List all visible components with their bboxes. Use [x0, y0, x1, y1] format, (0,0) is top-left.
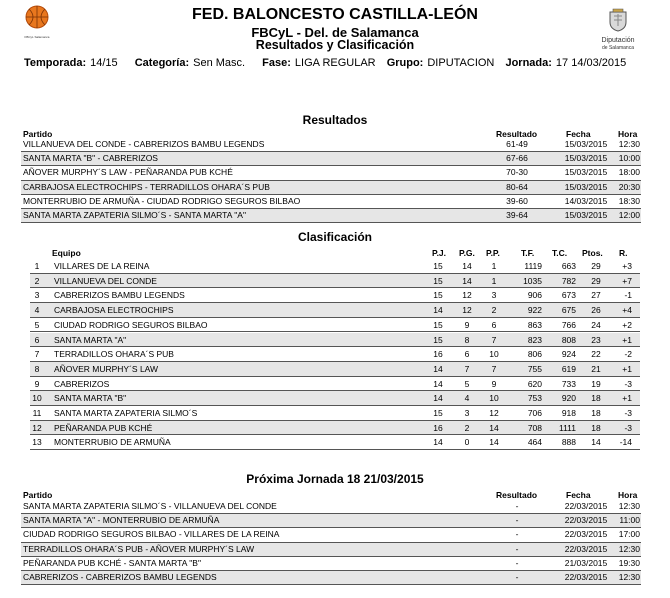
cell-equipo: VILLARES DE LA REINA [54, 261, 150, 271]
cell-pos: 1 [34, 261, 40, 271]
cell-r: +3 [622, 261, 632, 271]
proxima-header-resultado: Resultado [496, 490, 538, 500]
cell-hora: 10:00 [618, 153, 640, 164]
cell-equipo: CABRERIZOS BAMBU LEGENDS [54, 290, 185, 301]
cell-r: +1 [622, 363, 632, 374]
cell-resultado: - [515, 501, 519, 511]
cell-partido: PEÑARANDA PUB KCHÉ - SANTA MARTA "B" [23, 557, 201, 568]
cell-pg: 7 [464, 363, 470, 374]
cell-fecha: 15/03/2015 [564, 153, 608, 164]
cell-r: +2 [622, 319, 632, 330]
cell-partido: MONTERRUBIO DE ARMUÑA - CIUDAD RODRIGO SEGUROS BILBAO [23, 195, 301, 206]
cell-resultado: 61-49 [506, 139, 528, 149]
cell-fecha: 15/03/2015 [564, 181, 608, 192]
cell-partido: TERRADILLOS OHARA´S PUB - AÑOVER MURPHY´S LAW [23, 543, 255, 554]
cell-hora: 20:30 [618, 181, 640, 192]
cell-partido: CIUDAD RODRIGO SEGUROS BILBAO - VILLARES DE LA REINA [23, 529, 280, 540]
cell-fecha: 22/03/2015 [564, 529, 608, 540]
cell-ptos: 14 [591, 437, 601, 448]
cell-pp: 14 [489, 422, 499, 433]
clasificacion-title: Clasificación [297, 230, 373, 244]
cell-tc: 888 [561, 437, 576, 448]
fase-label: Fase: [262, 57, 291, 69]
cell-pj: 14 [433, 437, 443, 448]
cell-tc: 766 [561, 319, 576, 330]
cell-pg: 14 [462, 275, 472, 286]
info-bar [24, 57, 630, 69]
cell-pp: 3 [491, 290, 497, 301]
diputacion-logo-line2: de Salamanca [602, 45, 634, 51]
fase-value: LIGA REGULAR [294, 57, 376, 69]
resultados-header-hora: Hora [618, 129, 638, 139]
cell-partido: SANTA MARTA "A" - MONTERRUBIO DE ARMUÑA [23, 515, 220, 526]
cell-pg: 6 [464, 349, 470, 360]
cell-pp: 6 [491, 319, 497, 330]
cell-fecha: 15/03/2015 [564, 167, 608, 178]
proxima-header-hora: Hora [618, 490, 638, 500]
cell-ptos: 24 [591, 319, 601, 330]
table-row [30, 377, 640, 392]
table-row [30, 318, 640, 333]
cell-pg: 9 [464, 319, 470, 330]
cell-r: -14 [619, 437, 632, 448]
clasificacion-header-pj: P.J. [432, 248, 447, 258]
cell-r: +1 [622, 393, 632, 404]
cell-pg: 8 [464, 334, 470, 345]
cell-resultado: 80-64 [506, 181, 528, 192]
cell-fecha: 15/03/2015 [564, 210, 608, 220]
cell-pg: 5 [464, 378, 470, 389]
cell-pos: 8 [34, 363, 40, 374]
cell-tf: 823 [527, 334, 542, 345]
table-row [21, 543, 641, 557]
cell-hora: 12:00 [618, 210, 640, 220]
cell-pg: 12 [462, 305, 472, 316]
cell-fecha: 22/03/2015 [564, 572, 608, 582]
table-row [30, 303, 640, 318]
table-row [30, 362, 640, 377]
cell-partido: CARBAJOSA ELECTROCHIPS - TERRADILLOS OHARA´S PUB [23, 181, 270, 192]
cell-r: -3 [624, 422, 632, 433]
table-row [30, 406, 640, 421]
cell-pp: 9 [491, 378, 497, 389]
fbcyl-logo-text: FBCyL Salamanca [24, 35, 50, 39]
cell-tf: 753 [527, 393, 542, 404]
table-row [30, 391, 640, 406]
cell-partido: CABRERIZOS - CABRERIZOS BAMBU LEGENDS [23, 572, 217, 582]
resultados-title: Resultados [302, 113, 368, 127]
table-row [21, 500, 641, 514]
cell-equipo: PEÑARANDA PUB KCHÉ [54, 422, 153, 433]
cell-tc: 924 [561, 349, 576, 360]
cell-pp: 1 [491, 261, 497, 271]
cell-hora: 17:00 [618, 529, 640, 540]
cell-pp: 12 [489, 408, 499, 418]
categoria-value: Sen Masc. [193, 57, 246, 69]
cell-pg: 3 [464, 408, 470, 418]
cell-ptos: 21 [591, 363, 601, 374]
cell-fecha: 22/03/2015 [564, 543, 608, 554]
table-row [30, 421, 640, 436]
cell-partido: AÑOVER MURPHY´S LAW - PEÑARANDA PUB KCHÉ [23, 167, 233, 178]
cell-tf: 922 [527, 305, 542, 316]
cell-pos: 2 [34, 275, 40, 286]
cell-resultado: - [515, 529, 519, 540]
cell-pj: 15 [433, 261, 443, 271]
temporada-value: 14/15 [90, 57, 118, 69]
cell-r: +1 [622, 334, 632, 345]
cell-pp: 1 [491, 275, 497, 286]
cell-ptos: 23 [591, 334, 601, 345]
cell-tc: 675 [561, 305, 576, 316]
cell-fecha: 22/03/2015 [564, 515, 608, 526]
cell-fecha: 14/03/2015 [564, 195, 608, 206]
cell-r: -3 [624, 378, 632, 389]
cell-partido: SANTA MARTA "B" - CABRERIZOS [23, 153, 158, 164]
cell-pp: 10 [489, 349, 499, 360]
cell-r: +4 [622, 305, 632, 316]
cell-resultado: - [515, 515, 519, 526]
cell-equipo: VILLANUEVA DEL CONDE [54, 275, 157, 286]
cell-tc: 673 [561, 290, 576, 301]
cell-equipo: MONTERRUBIO DE ARMUÑA [54, 437, 171, 448]
cell-hora: 12:30 [618, 501, 640, 511]
cell-pp: 7 [491, 363, 497, 374]
clasificacion-header-pg: P.G. [459, 248, 475, 258]
cell-tc: 663 [561, 261, 576, 271]
cell-hora: 18:00 [618, 167, 640, 178]
diputacion-logo-line1: Diputación [601, 37, 635, 44]
clasificacion-header-ptos: Ptos. [582, 248, 603, 258]
cell-tf: 708 [527, 422, 542, 433]
cell-pj: 15 [433, 408, 443, 418]
cell-r: -1 [624, 290, 632, 301]
cell-resultado: 67-66 [506, 153, 528, 164]
clasificacion-header-tc: T.C. [552, 248, 568, 258]
cell-pos: 10 [32, 393, 42, 404]
cell-resultado: - [515, 543, 519, 554]
cell-tc: 920 [561, 393, 576, 404]
cell-ptos: 22 [591, 349, 601, 360]
cell-resultado: 39-60 [506, 195, 528, 206]
cell-tc: 782 [561, 275, 576, 286]
grupo-label: Grupo: [386, 57, 424, 69]
cell-resultado: - [515, 572, 519, 582]
cell-partido: SANTA MARTA ZAPATERIA SILMO´S - SANTA MARTA "A" [23, 210, 246, 220]
cell-hora: 18:30 [618, 195, 640, 206]
cell-pp: 14 [489, 437, 499, 448]
cell-tf: 806 [527, 349, 542, 360]
page-subtitle-2: Resultados y Clasificación [255, 38, 415, 52]
table-row [21, 181, 641, 195]
cell-pp: 2 [491, 305, 497, 316]
cell-equipo: SANTA MARTA ZAPATERIA SILMO´S [54, 408, 198, 418]
page-subtitle: FBCyL - Del. de Salamanca [251, 25, 419, 40]
table-row [30, 259, 640, 274]
cell-pos: 5 [34, 319, 40, 330]
cell-equipo: AÑOVER MURPHY´S LAW [54, 363, 159, 374]
cell-pg: 14 [462, 261, 472, 271]
table-row [30, 347, 640, 362]
cell-ptos: 19 [591, 378, 601, 389]
cell-fecha: 21/03/2015 [564, 557, 608, 568]
cell-hora: 12:30 [618, 543, 640, 554]
cell-ptos: 29 [591, 275, 601, 286]
cell-equipo: SANTA MARTA "B" [54, 393, 127, 404]
cell-pj: 14 [433, 363, 443, 374]
cell-pj: 15 [433, 334, 443, 345]
cell-tf: 464 [527, 437, 542, 448]
grupo-value: DIPUTACION [427, 57, 495, 69]
cell-resultado: 39-64 [506, 210, 528, 220]
table-row [21, 514, 641, 528]
cell-tc: 1111 [558, 422, 576, 433]
cell-hora: 11:00 [619, 515, 640, 526]
cell-tc: 808 [561, 334, 576, 345]
proxima-header-partido: Partido [23, 490, 53, 500]
cell-tf: 906 [527, 290, 542, 301]
cell-pos: 6 [34, 334, 40, 345]
cell-tf: 1035 [523, 275, 542, 286]
cell-tc: 733 [561, 378, 576, 389]
cell-tf: 706 [527, 408, 542, 418]
proxima-header-fecha: Fecha [566, 490, 591, 500]
clasificacion-header-pp: P.P. [486, 248, 500, 258]
cell-pg: 4 [464, 393, 470, 404]
cell-partido: SANTA MARTA ZAPATERIA SILMO´S - VILLANUEVA DEL CONDE [23, 501, 277, 511]
cell-pg: 0 [464, 437, 470, 448]
cell-pj: 14 [433, 378, 443, 389]
table-row [21, 209, 641, 223]
table-row [21, 195, 641, 209]
cell-pj: 15 [433, 290, 443, 301]
cell-pj: 15 [433, 275, 443, 286]
cell-tf: 1119 [524, 261, 542, 271]
clasificacion-header-equipo: Equipo [52, 248, 81, 258]
jornada-label: Jornada: [505, 57, 552, 69]
cell-equipo: SANTA MARTA "A" [54, 334, 127, 345]
resultados-header-fecha: Fecha [566, 129, 591, 139]
cell-resultado: - [515, 557, 519, 568]
cell-ptos: 29 [591, 261, 601, 271]
resultados-header-partido: Partido [23, 129, 53, 139]
cell-pg: 12 [462, 290, 472, 301]
cell-hora: 12:30 [618, 139, 640, 149]
cell-pp: 10 [489, 393, 499, 404]
cell-tf: 620 [527, 378, 542, 389]
cell-pos: 9 [34, 378, 40, 389]
table-row [30, 288, 640, 303]
cell-r: +7 [622, 275, 632, 286]
cell-pj: 15 [433, 319, 443, 330]
cell-ptos: 18 [591, 408, 601, 418]
jornada-value: 17 14/03/2015 [555, 57, 627, 69]
cell-tc: 918 [561, 408, 576, 418]
categoria-label: Categoría: [134, 57, 190, 69]
table-row [21, 166, 641, 180]
cell-resultado: 70-30 [506, 167, 528, 178]
cell-hora: 19:30 [618, 557, 640, 568]
cell-pos: 4 [34, 305, 40, 316]
table-row [21, 152, 641, 166]
cell-pos: 12 [32, 422, 42, 433]
resultados-header-resultado: Resultado [496, 129, 538, 139]
cell-fecha: 22/03/2015 [564, 501, 608, 511]
cell-pp: 7 [491, 334, 497, 345]
cell-tf: 755 [527, 363, 542, 374]
clasificacion-header-tf: T.F. [521, 248, 535, 258]
table-row [21, 571, 641, 585]
cell-pos: 13 [32, 437, 42, 448]
cell-r: -2 [624, 349, 632, 360]
cell-equipo: CARBAJOSA ELECTROCHIPS [54, 305, 174, 316]
cell-equipo: TERRADILLOS OHARA´S PUB [54, 349, 174, 360]
cell-ptos: 26 [591, 305, 601, 316]
cell-pj: 14 [433, 393, 443, 404]
cell-equipo: CIUDAD RODRIGO SEGUROS BILBAO [54, 319, 208, 330]
table-row [30, 274, 640, 289]
table-row [21, 557, 641, 571]
cell-equipo: CABRERIZOS [54, 378, 110, 389]
cell-fecha: 15/03/2015 [564, 139, 608, 149]
cell-pos: 7 [34, 349, 40, 360]
cell-tc: 619 [561, 363, 576, 374]
cell-r: -3 [624, 408, 632, 418]
table-row [21, 138, 641, 152]
temporada-label: Temporada: [24, 57, 87, 69]
page-title: FED. BALONCESTO CASTILLA-LEÓN [192, 6, 478, 23]
cell-ptos: 18 [591, 422, 601, 433]
cell-ptos: 18 [591, 393, 601, 404]
table-row [30, 333, 640, 348]
cell-hora: 12:30 [618, 572, 640, 582]
clasificacion-header-r: R. [619, 248, 628, 258]
cell-pj: 16 [433, 349, 443, 360]
table-row [21, 528, 641, 542]
table-row [30, 435, 640, 450]
cell-pg: 2 [464, 422, 470, 433]
cell-partido: VILLANUEVA DEL CONDE - CABRERIZOS BAMBU LEGENDS [23, 139, 265, 149]
cell-pj: 16 [433, 422, 443, 433]
cell-pos: 11 [32, 408, 42, 418]
cell-ptos: 27 [591, 290, 601, 301]
cell-pos: 3 [34, 290, 40, 301]
cell-pj: 14 [433, 305, 443, 316]
cell-tf: 863 [527, 319, 542, 330]
proxima-title: Próxima Jornada 18 21/03/2015 [246, 472, 424, 486]
